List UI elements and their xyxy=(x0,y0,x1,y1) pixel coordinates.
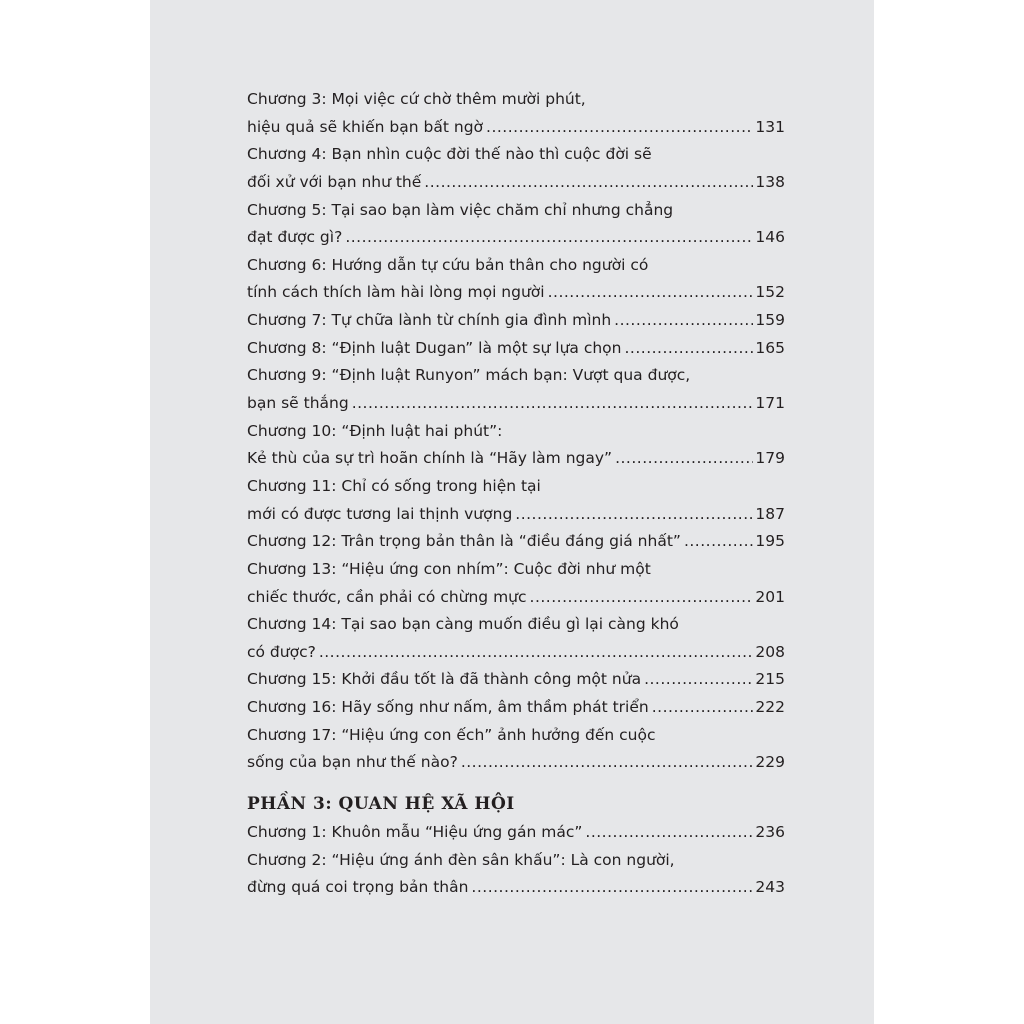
page-number: 165 xyxy=(755,338,785,357)
toc-entry-text: Chương 9: “Định luật Runyon” mách bạn: Vượt qua được, xyxy=(247,366,691,385)
toc-line xyxy=(247,86,785,114)
page-number: 243 xyxy=(755,878,785,897)
page-number: 152 xyxy=(755,283,785,302)
toc-line xyxy=(247,224,785,252)
toc-line xyxy=(247,584,785,612)
toc-line xyxy=(247,390,785,418)
toc-entry-text: đạt được gì? xyxy=(247,228,343,247)
toc-line xyxy=(247,335,785,363)
page-number: 236 xyxy=(755,823,785,842)
toc-entry-text: Chương 12: Trân trọng bản thân là “điều đáng giá nhất” xyxy=(247,532,681,551)
toc-line xyxy=(247,722,785,750)
page-number: 159 xyxy=(755,311,785,330)
toc-entry-text: Chương 7: Tự chữa lành từ chính gia đình mình xyxy=(247,311,612,330)
dot-leader xyxy=(548,279,754,307)
page-number: 146 xyxy=(755,228,785,247)
toc-line xyxy=(247,694,785,722)
dot-leader xyxy=(614,307,753,335)
toc-line xyxy=(247,528,785,556)
dot-leader xyxy=(615,445,753,473)
toc-line xyxy=(247,874,785,902)
toc-entry-text: Chương 10: “Định luật hai phút”: xyxy=(247,421,503,440)
toc-entry-text: Chương 6: Hướng dẫn tự cứu bản thân cho người có xyxy=(247,255,649,274)
toc-line xyxy=(247,252,785,280)
toc-line xyxy=(247,473,785,501)
dot-leader xyxy=(471,874,753,902)
toc-entry-text: Chương 3: Mọi việc cứ chờ thêm mười phút, xyxy=(247,90,586,108)
toc-line xyxy=(247,639,785,667)
toc-line xyxy=(247,445,785,473)
toc-entry-text: Chương 2: “Hiệu ứng ánh đèn sân khấu”: Là con người, xyxy=(247,850,675,869)
page-number: 179 xyxy=(755,449,785,468)
page-number: 195 xyxy=(755,532,785,551)
toc-line xyxy=(247,501,785,529)
toc-entry-text: mới có được tương lai thịnh vượng xyxy=(247,504,513,523)
toc-line xyxy=(247,141,785,169)
toc-line xyxy=(247,362,785,390)
dot-leader xyxy=(652,694,754,722)
page-number: 222 xyxy=(755,698,785,717)
toc-entry-text: đối xử với bạn như thế xyxy=(247,172,422,191)
toc-entry-text: Chương 5: Tại sao bạn làm việc chăm chỉ nhưng chẳng xyxy=(247,200,674,219)
toc-line xyxy=(247,819,785,847)
toc-line xyxy=(247,847,785,875)
table-of-contents xyxy=(247,86,785,902)
page-number: 201 xyxy=(755,587,785,606)
toc-entry-text: Chương 11: Chỉ có sống trong hiện tại xyxy=(247,476,541,495)
book-page xyxy=(150,0,874,1024)
toc-entry-text: Chương 15: Khởi đầu tốt là đã thành công một nửa xyxy=(247,670,642,689)
toc-entry-text: Chương 17: “Hiệu ứng con ếch” ảnh hưởng đến cuộc xyxy=(247,725,656,744)
toc-line xyxy=(247,556,785,584)
dot-leader xyxy=(319,639,754,667)
dot-leader xyxy=(515,501,753,529)
dot-leader xyxy=(486,114,753,142)
toc-entry-text: Chương 1: Khuôn mẫu “Hiệu ứng gán mác” xyxy=(247,823,583,842)
toc-line xyxy=(247,418,785,446)
page-number: 138 xyxy=(755,172,785,191)
page-number: 229 xyxy=(755,753,785,772)
section-heading: PHẦN 3: QUAN HỆ XÃ HỘI xyxy=(247,794,515,815)
toc-entry-text: Chương 13: “Hiệu ứng con nhím”: Cuộc đời như một xyxy=(247,559,651,578)
toc-line xyxy=(247,197,785,225)
toc-line xyxy=(247,666,785,694)
toc-entry-text: bạn sẽ thắng xyxy=(247,394,349,413)
toc-entry-text: Kẻ thù của sự trì hoãn chính là “Hãy làm ngay” xyxy=(247,449,613,468)
dot-leader xyxy=(352,390,754,418)
toc-entry-text: Chương 8: “Định luật Dugan” là một sự lựa chọn xyxy=(247,338,622,357)
page-number: 187 xyxy=(755,504,785,523)
page-number: 215 xyxy=(755,670,785,689)
toc-line xyxy=(247,307,785,335)
page-number: 171 xyxy=(755,394,785,413)
toc-entry-text: đừng quá coi trọng bản thân xyxy=(247,878,469,897)
toc-entry-text: có được? xyxy=(247,642,316,661)
toc-entry-text: hiệu quả sẽ khiến bạn bất ngờ xyxy=(247,117,484,136)
page-number: 131 xyxy=(755,117,785,136)
toc-line xyxy=(247,114,785,142)
dot-leader xyxy=(684,528,753,556)
dot-leader xyxy=(345,224,753,252)
toc-entry-text: chiếc thước, cần phải có chừng mực xyxy=(247,587,527,606)
toc-line xyxy=(247,169,785,197)
dot-leader xyxy=(424,169,753,197)
toc-entry-text: Chương 14: Tại sao bạn càng muốn điều gì lại càng khó xyxy=(247,615,679,634)
dot-leader xyxy=(530,584,754,612)
toc-line xyxy=(247,611,785,639)
dot-leader xyxy=(585,819,753,847)
page-number: 208 xyxy=(755,642,785,661)
dot-leader xyxy=(625,335,754,363)
dot-leader xyxy=(461,749,754,777)
toc-line xyxy=(247,279,785,307)
toc-line xyxy=(247,749,785,777)
toc-entry-text: Chương 4: Bạn nhìn cuộc đời thế nào thì cuộc đời sẽ xyxy=(247,145,652,164)
toc-entry-text: Chương 16: Hãy sống như nấm, âm thầm phát triển xyxy=(247,698,649,717)
dot-leader xyxy=(644,666,753,694)
toc-entry-text: sống của bạn như thế nào? xyxy=(247,753,458,772)
toc-entry-text: tính cách thích làm hài lòng mọi người xyxy=(247,283,545,302)
